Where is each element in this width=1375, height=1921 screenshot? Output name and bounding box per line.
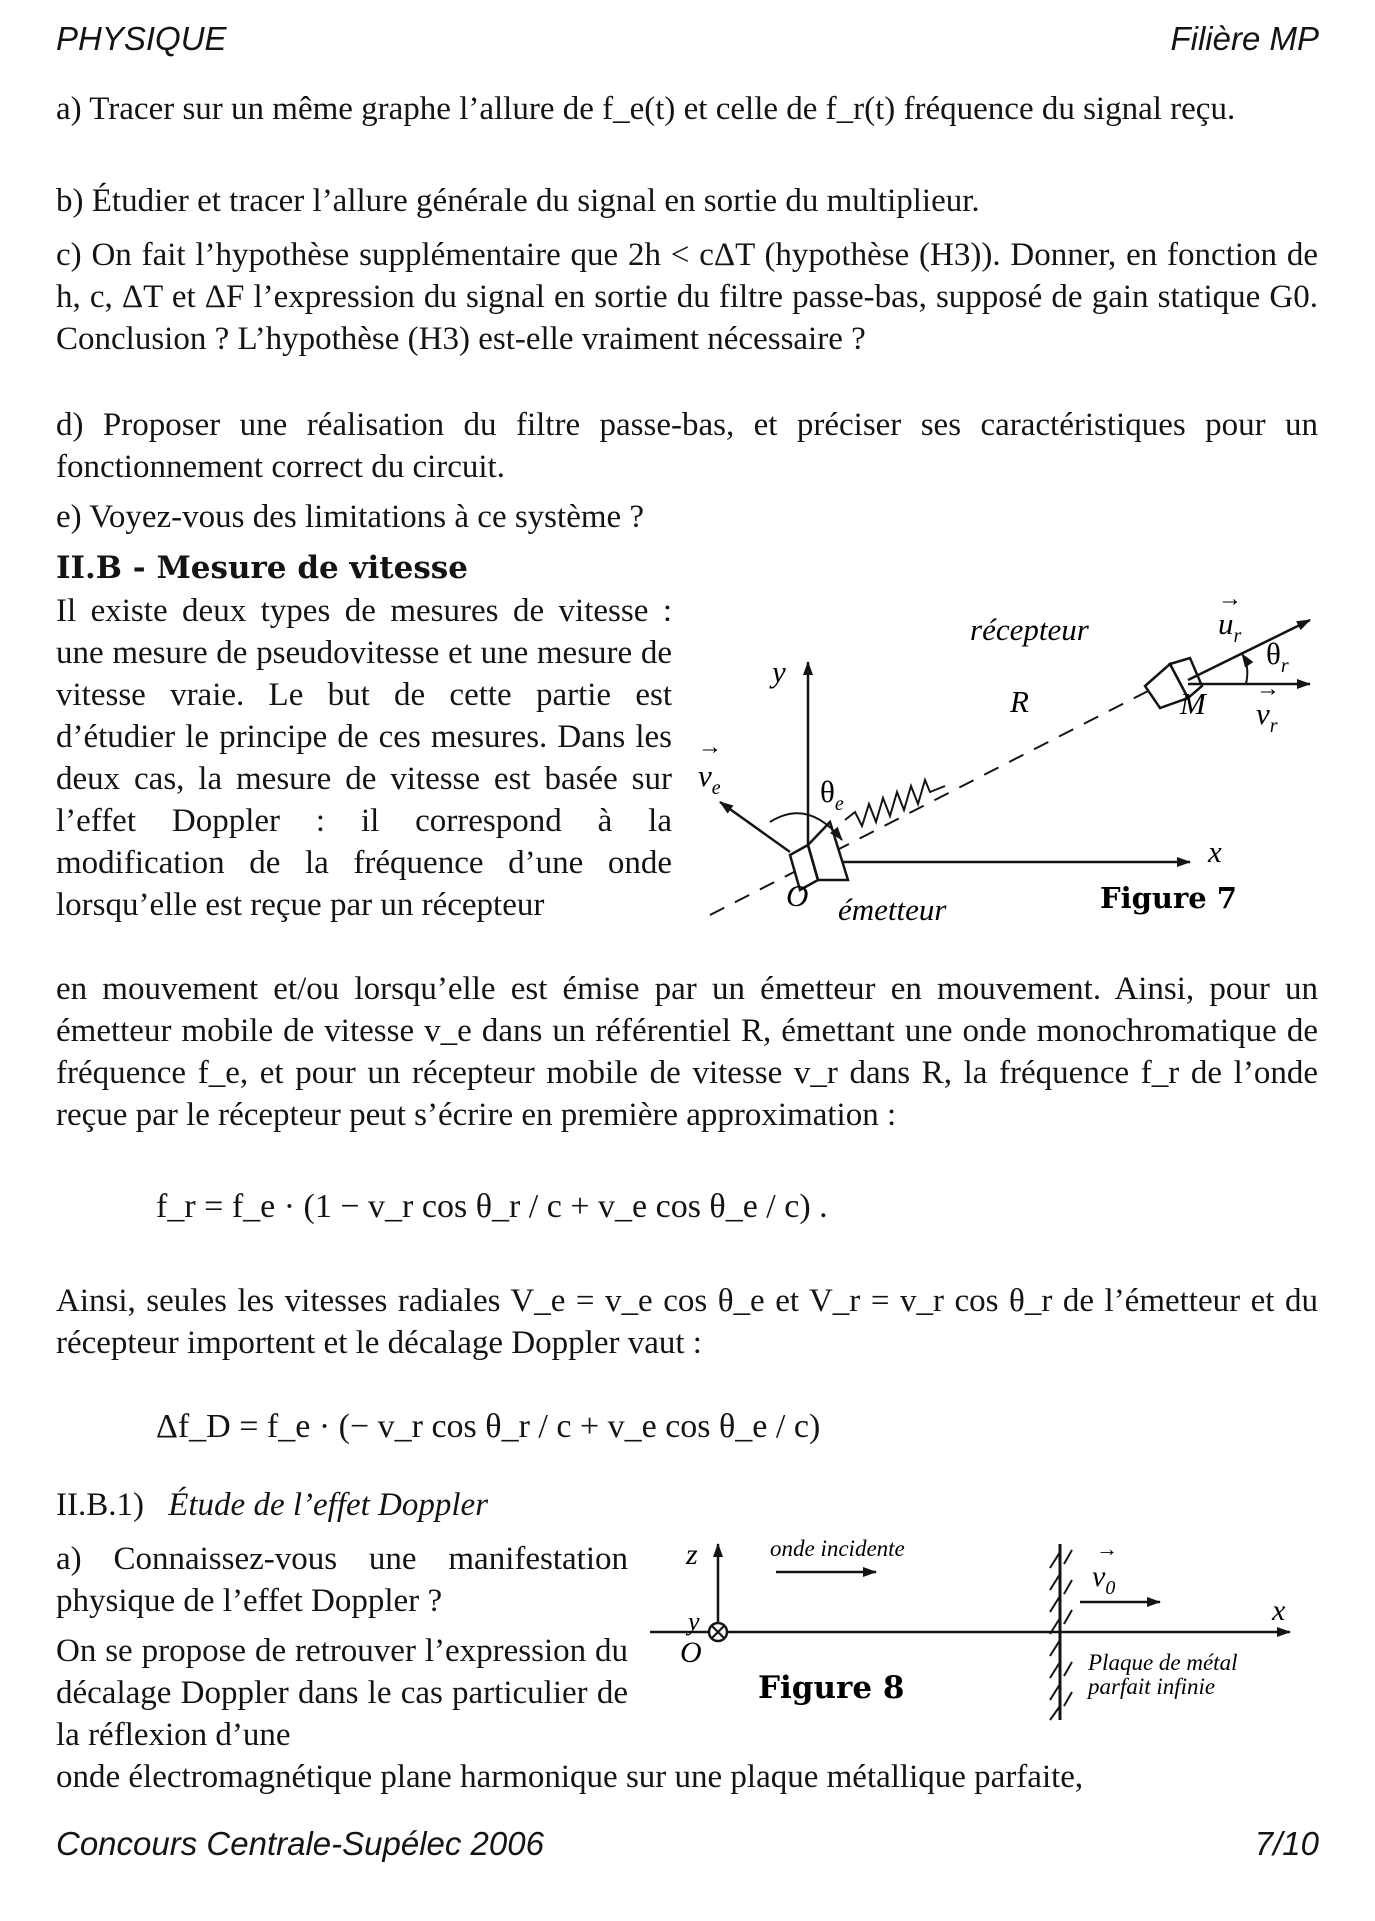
fig7-label-theta-r: $\theta_r$ — [1266, 636, 1289, 677]
fig7-label-ur: $u_r$ — [1218, 606, 1242, 647]
fig7-label-theta-e: $\theta_e$ — [820, 774, 844, 815]
footer-right: 7/10 — [1254, 1825, 1319, 1862]
fig7-label-emetteur: émetteur — [838, 892, 947, 927]
fig7-theta-r-arc — [1242, 654, 1247, 684]
subsection-question-a: a) Connaissez-vous une manifestation physique de l’effet Doppler ? — [56, 1541, 628, 1619]
fig7-label-M: M — [1180, 686, 1206, 721]
subsection-number: II.B.1) — [56, 1487, 144, 1523]
question-b: b) Étudier et tracer l’allure générale du signal en sortie du multiplieur. — [56, 183, 980, 219]
fig8-y-into-page-icon — [709, 1623, 727, 1641]
section-intro-narrow: Il existe deux types de mesures de vitesse : une mesure de pseudovitesse et une mesure de vitesse vraie. Le but de cette partie est d’étudier le principe de ces mesures. Dans les deux cas, la mesure de vitesse est basée sur l’effet Doppler : il correspond à la modification de la fréquence d’une onde lorsqu’elle est reçue par un récepteur — [56, 593, 672, 923]
section-title: II.B - Mesure de vitesse — [56, 550, 468, 586]
fig7-ve-vector-mark: → — [698, 734, 722, 760]
fig7-label-x: x — [1208, 834, 1222, 869]
fig8-label-y: y — [688, 1607, 700, 1636]
fig8-label-plaque2: parfait infinie — [1088, 1674, 1216, 1699]
fig8-v0-vector-mark: → — [1096, 1536, 1118, 1561]
fig7-label-R: R — [1010, 684, 1029, 719]
section-intro-full: en mouvement et/ou lorsqu’elle est émise par un émetteur en mouvement. Ainsi, pour un émetteur mobile de vitesse v_e dans un référentiel R, émettant une onde monochromatique de fréquence f_e, et pour un récepteur mobile de vitesse v_r dans R, la fréquence f_r de l’onde reçue par le récepteur peut s’écrire en première approximation : — [56, 971, 1318, 1133]
question-c: c) On fait l’hypothèse supplémentaire que 2h < cΔT (hypothèse (H3)). Donner, en fonction de h, c, ΔT et ΔF l’expression du signal en sortie du filtre passe-bas, supposé de gain statique G0. Conclusion ? L’hypothèse (H3) est-elle vraiment nécessaire ? — [56, 237, 1318, 357]
fig8-label-x: x — [1272, 1594, 1286, 1627]
fig7-label-O: O — [786, 878, 809, 913]
subsection-title: Étude de l’effet Doppler — [168, 1487, 489, 1523]
question-a: a) Tracer sur un même graphe l’allure de f_e(t) et celle de f_r(t) fréquence du signal reçu. — [56, 91, 1236, 127]
fig8-label-onde: onde incidente — [770, 1536, 905, 1561]
fig7-label-vr: $v_r$ — [1256, 696, 1278, 737]
fig7-dashed-line — [710, 690, 1150, 915]
equation-dfd: Δf_D = f_e · (− v_r cos θ_r / c + v_e cos θ_e / c) — [156, 1408, 821, 1445]
subsection-propose: On se propose de retrouver l’expression du décalage Doppler dans le cas particulier de la réflexion d’une — [56, 1633, 628, 1753]
fig8-label-plaque1: Plaque de métal — [1088, 1650, 1238, 1675]
figure-7 — [690, 590, 1330, 930]
fig8-caption: Figure 8 — [758, 1670, 905, 1706]
header-right: Filière MP — [1170, 20, 1319, 57]
question-e: e) Voyez-vous des limitations à ce système ? — [56, 499, 645, 535]
fig8-label-z: z — [686, 1538, 698, 1571]
fig7-vr-vector-mark: → — [1256, 676, 1280, 702]
figure-8 — [640, 1530, 1330, 1730]
footer-left: Concours Centrale-Supélec 2006 — [56, 1825, 544, 1862]
fig8-label-v0: $v_0$ — [1092, 1560, 1116, 1599]
subsection-heading — [56, 1484, 1318, 1526]
question-d: d) Proposer une réalisation du filtre passe-bas, et préciser ses caractéristiques pour un fonctionnement correct du circuit. — [56, 407, 1318, 485]
equation-fr: f_r = f_e · (1 − v_r cos θ_r / c + v_e cos θ_e / c) . — [156, 1188, 828, 1225]
section-radial: Ainsi, seules les vitesses radiales V_e = v_e cos θ_e et V_r = v_r cos θ_r de l’émetteur et du récepteur importent et le décalage Doppler vaut : — [56, 1283, 1318, 1361]
fig8-label-O: O — [680, 1636, 702, 1669]
fig7-caption: Figure 7 — [1100, 881, 1237, 915]
fig7-ur-vector-mark: → — [1218, 590, 1242, 612]
header-left: PHYSIQUE — [56, 20, 227, 57]
fig7-label-recepteur: récepteur — [970, 612, 1089, 647]
fig7-label-ve: $v_e$ — [698, 758, 721, 799]
fig7-ur-arrow — [1188, 620, 1310, 680]
fig7-ve-arrow — [720, 802, 790, 852]
fig7-wave — [845, 780, 945, 826]
fig7-label-y: y — [772, 654, 786, 689]
subsection-last-line: onde électromagnétique plane harmonique sur une plaque métallique parfaite, — [56, 1759, 1084, 1795]
